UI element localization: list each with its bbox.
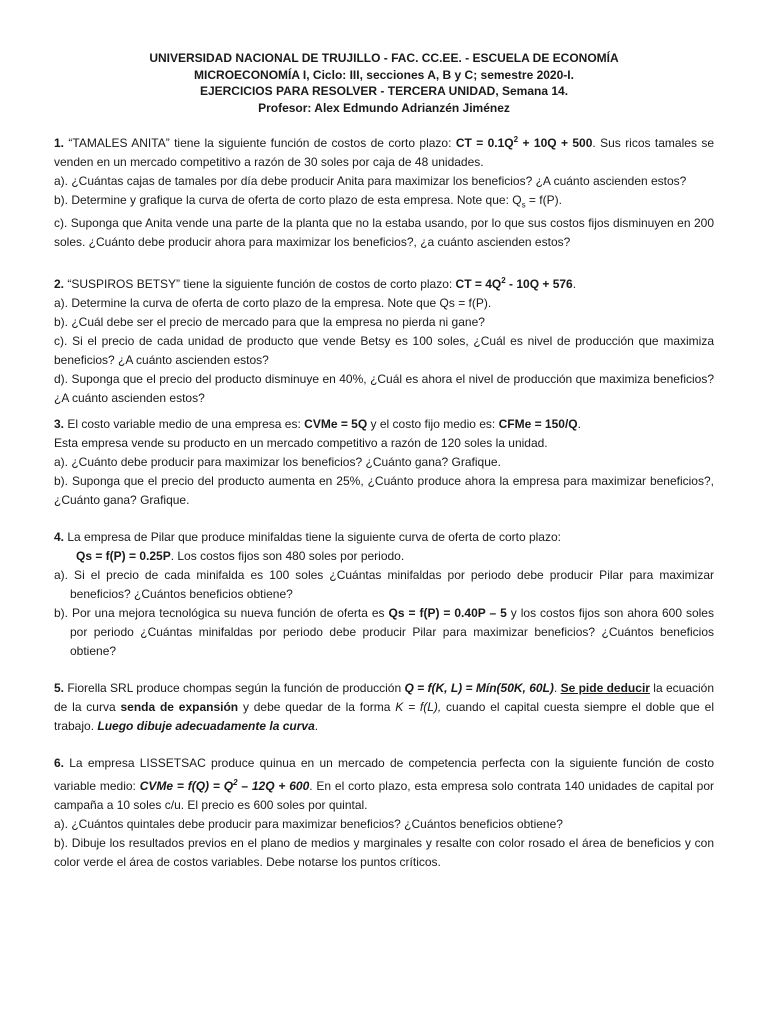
exercise-5-statement: 5. Fiorella SRL produce chompas según la función de producción Q = f(K, L) = Mín(50K, 60L). Se pide deducir la ecuación de la curva senda de expansión y debe quedar de la forma K = f(L), cuando el capital cuesta siempre el doble que el trabajo. Luego dibuje adecuadamente la curva. bbox=[54, 681, 715, 734]
exercise-3-market: Esta empresa vende su producto en un mercado competitivo a razón de 120 soles la unidad. bbox=[54, 436, 548, 451]
document-header bbox=[54, 50, 714, 116]
exercise-1-statement: 1. “TAMALES ANITA” tiene la siguiente función de costos de corto plazo: CT = $0.1Q^2 + 10Q + 500$. Sus ricos tamales se venden en un mercado competitivo a razón de 30 soles por caja de 48 unidades. bbox=[54, 135, 715, 169]
exercise-6-number: 6. bbox=[54, 756, 65, 771]
exercise-3-part-a: a). ¿Cuánto debe producir para maximizar los beneficios? ¿Cuánto gana? Grafique. bbox=[54, 455, 501, 470]
exercise-6-part-a: a). ¿Cuántos quintales debe producir para maximizar beneficios? ¿Cuántos beneficios obtiene? bbox=[54, 817, 563, 832]
exercise-5-number: 5. bbox=[54, 681, 65, 696]
exercise-5-production-function: Q = f(K, L) = Mín(50K, 60L) bbox=[404, 681, 554, 696]
exercise-6-part-b: b). Dibuje los resultados previos en el plano de medios y marginales y resalte con color rosado el área de beneficios y con color verde el área de costos variables. Debe notarse los puntos críticos. bbox=[54, 836, 714, 870]
exercise-2-part-b: b). ¿Cuál debe ser el precio de mercado para que la empresa no pierda ni gane? bbox=[54, 315, 485, 330]
exercise-5 bbox=[54, 679, 714, 736]
exercise-2-number: 2. bbox=[54, 277, 65, 292]
exercise-2-part-d: d). Suponga que el precio del producto disminuye en 40%, ¿Cuál es ahora el nivel de producción que maximiza beneficios? ¿A cuánto ascienden estos? bbox=[54, 372, 714, 406]
exercise-1 bbox=[54, 130, 714, 252]
exercise-4-part-b: b). Por una mejora tecnológica su nueva función de oferta es Qs = f(P) = 0.40P – 5 y los costos fijos son ahora 600 soles por periodo ¿Cuántas minifaldas por periodo debe producir Pilar para maximizar beneficios? ¿Cuántos beneficios obtiene? bbox=[54, 606, 714, 659]
exercise-4-supply-function: Qs = f(P) = 0.25P. Los costos fijos son 480 soles por periodo. bbox=[76, 549, 405, 564]
header-title: EJERCICIOS PARA RESOLVER - TERCERA UNIDAD, Semana 14. bbox=[199, 84, 569, 98]
exercise-3-part-b: b). Suponga que el precio del producto aumenta en 25%, ¿Cuánto produce ahora la empresa para maximizar beneficios?, ¿Cuánto gana? Grafique. bbox=[54, 474, 714, 508]
exercise-4-number: 4. bbox=[54, 530, 65, 545]
exercise-4-part-a: a). Si el precio de cada minifalda es 100 soles ¿Cuántas minifaldas por periodo debe producir Pilar para maximizar beneficios? ¿Cuántos beneficios obtiene? bbox=[54, 568, 714, 602]
exercise-4 bbox=[54, 528, 714, 661]
exercise-3-afc: CFMe = 150/Q bbox=[498, 417, 578, 432]
exercise-6 bbox=[54, 754, 714, 872]
exercise-1-part-b: b). Determine y grafique la curva de oferta de corto plazo de esta empresa. Note que: $Q_s = f(P)$. bbox=[54, 193, 562, 210]
exercise-2-part-a: a). Determine la curva de oferta de corto plazo de la empresa. Note que Qs = f(P). bbox=[54, 296, 492, 311]
exercise-1-part-a: a). ¿Cuántas cajas de tamales por día debe producir Anita para maximizar los beneficios? ¿A cuánto ascienden estos? bbox=[54, 174, 687, 188]
exercise-2-cost-function: CT = $4Q^2 - 10Q + 576$ bbox=[455, 276, 573, 292]
exercise-6-statement: 6. La empresa LISSETSAC produce quinua en un mercado de competencia perfecta con la siguiente función de costo variable medio: CVMe = $f(Q) = Q^2 - 12Q + 600$. En el corto plazo, esta empresa solo contrata 140 unidades de capital por campaña a 10 soles c/u. El precio es 600 soles por quintal. bbox=[54, 756, 714, 813]
exercise-6-avc-function: CVMe = $f(Q) = Q^2 - 12Q + 600$ bbox=[139, 778, 310, 794]
exercise-3-number: 3. bbox=[54, 417, 65, 432]
header-course: MICROECONOMÍA I, Ciclo: III, secciones A, B y C; semestre 2020-I. bbox=[194, 67, 574, 82]
exercise-2-part-c: c). Si el precio de cada unidad de producto que vende Betsy es 100 soles, ¿Cuál es nivel de producción que maximiza beneficios? ¿A cuánto ascienden estos? bbox=[54, 334, 714, 368]
exercise-3 bbox=[54, 415, 714, 510]
header-university: UNIVERSIDAD NACIONAL DE TRUJILLO - FAC. CC.EE. - ESCUELA DE ECONOMÍA bbox=[149, 51, 619, 65]
exercise-3-avc: CVMe = 5Q bbox=[304, 417, 368, 432]
exercise-1-cost-function: CT = $0.1Q^2 + 10Q + 500$ bbox=[455, 135, 593, 150]
exercise-1-part-c: c). Suponga que Anita vende una parte de la planta que no la estaba usando, por lo que sus costos fijos disminuyen en 200 soles. ¿Cuánto debe producir ahora para maximizar los beneficios?, ¿a cuánto ascienden estos? bbox=[54, 216, 714, 250]
exercise-3-statement: 3. El costo variable medio de una empresa es: CVMe = 5Q y el costo fijo medio es: CFMe = 150/Q. bbox=[54, 417, 581, 432]
document-page bbox=[54, 50, 714, 872]
exercise-2-statement: 2. “SUSPIROS BETSY” tiene la siguiente función de costos de corto plazo: CT = $4Q^2 - 10Q + 576$. bbox=[54, 276, 577, 292]
exercise-2 bbox=[54, 271, 714, 408]
exercise-1-number: 1. bbox=[54, 136, 65, 150]
header-professor: Profesor: Alex Edmundo Adrianzén Jiménez bbox=[258, 100, 510, 115]
exercise-4-statement: 4. La empresa de Pilar que produce minifaldas tiene la siguiente curva de oferta de corto plazo: bbox=[54, 530, 561, 545]
